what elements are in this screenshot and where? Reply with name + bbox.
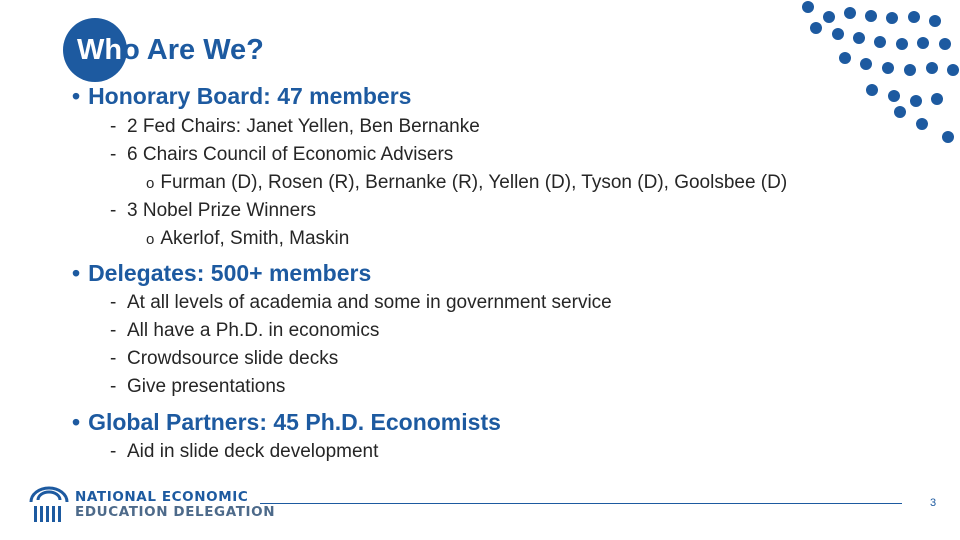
dash-marker: - xyxy=(110,376,117,397)
dash-marker: - xyxy=(110,348,117,369)
dash-marker: - xyxy=(110,144,117,165)
sub-bullet-marker: o xyxy=(146,231,155,248)
list-item xyxy=(110,438,378,466)
list-item-text: Give presentations xyxy=(127,376,286,397)
organization-logo-text xyxy=(75,490,275,520)
list-item xyxy=(110,113,480,141)
list-item xyxy=(110,317,379,345)
sub-bullet-marker: o xyxy=(146,175,155,192)
delegation-logo-icon xyxy=(28,486,70,524)
logo-line1: NATIONAL ECONOMIC xyxy=(75,489,249,505)
bullet-marker: • xyxy=(72,409,81,435)
dash-marker: - xyxy=(110,116,117,137)
dash-marker: - xyxy=(110,292,117,313)
section-heading-delegates xyxy=(72,259,371,287)
list-item xyxy=(110,345,338,373)
slide-title-part2: o Are We? xyxy=(122,34,264,66)
list-item-text: 6 Chairs Council of Economic Advisers xyxy=(127,144,454,165)
sub-list-item-text: Furman (D), Rosen (R), Bernanke (R), Yellen (D), Tyson (D), Goolsbee (D) xyxy=(160,172,788,193)
dash-marker: - xyxy=(110,200,117,221)
list-item xyxy=(110,197,316,225)
list-item xyxy=(110,373,285,401)
section-heading-honorary-board xyxy=(72,82,411,110)
sub-list-item-text: Akerlof, Smith, Maskin xyxy=(160,228,350,249)
slide-title xyxy=(77,30,264,70)
list-item-text: 3 Nobel Prize Winners xyxy=(127,200,317,221)
list-item-text: 2 Fed Chairs: Janet Yellen, Ben Bernanke xyxy=(127,116,480,137)
list-item xyxy=(110,141,453,169)
decorative-dot-pattern-icon xyxy=(790,0,960,160)
bullet-marker: • xyxy=(72,83,81,109)
slide-title-part1: Wh xyxy=(77,34,123,66)
page-number: 3 xyxy=(930,497,937,509)
section-heading-text: Global Partners: 45 Ph.D. Economists xyxy=(88,409,501,435)
sub-list-item xyxy=(146,225,349,254)
list-item-text: At all levels of academia and some in government service xyxy=(127,292,612,313)
bullet-marker: • xyxy=(72,260,81,286)
list-item-text: Crowdsource slide decks xyxy=(127,348,339,369)
logo-line2: EDUCATION DELEGATION xyxy=(75,504,276,520)
section-heading-global-partners xyxy=(72,408,501,436)
list-item-text: Aid in slide deck development xyxy=(127,441,379,462)
list-item xyxy=(110,289,612,317)
dash-marker: - xyxy=(110,320,117,341)
sub-list-item xyxy=(146,169,787,198)
section-heading-text: Honorary Board: 47 members xyxy=(88,83,412,109)
footer-divider xyxy=(260,503,902,504)
dash-marker: - xyxy=(110,441,117,462)
section-heading-text: Delegates: 500+ members xyxy=(88,260,372,286)
list-item-text: All have a Ph.D. in economics xyxy=(127,320,380,341)
